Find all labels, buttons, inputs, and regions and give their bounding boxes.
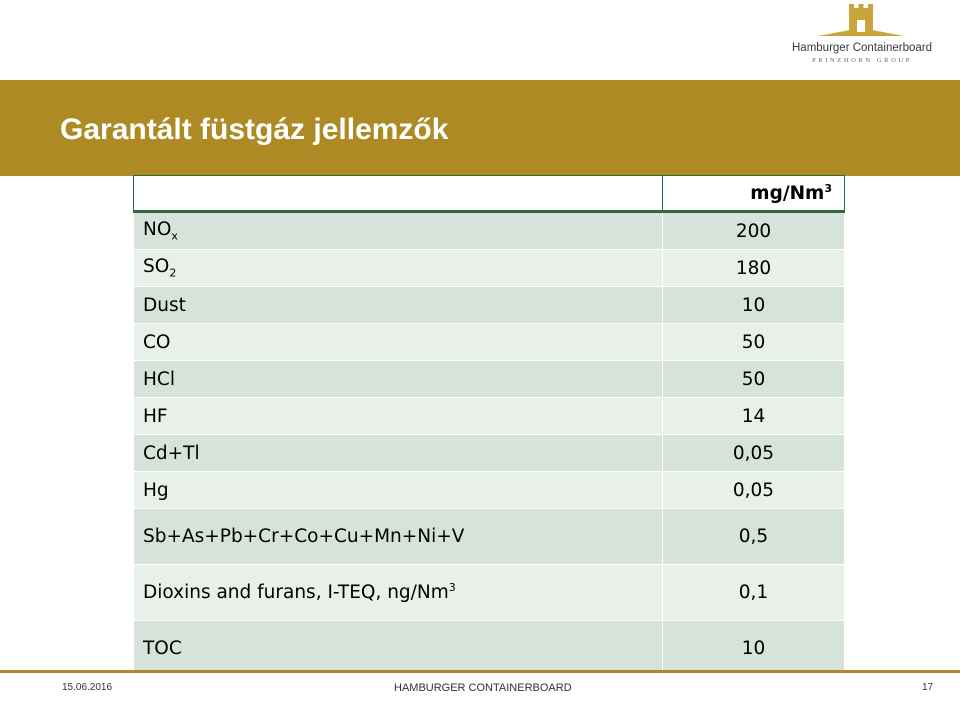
limit-value: 10 xyxy=(663,287,845,324)
pollutant-label: TOC xyxy=(134,621,663,677)
table-row xyxy=(134,250,845,287)
pollutant-label: HF xyxy=(134,398,663,435)
logo-company-name: Hamburger Containerboard xyxy=(792,42,932,54)
pollutant-label: HCl xyxy=(134,361,663,398)
footer-company: HAMBURGER CONTAINERBOARD xyxy=(394,682,572,694)
table-row xyxy=(134,509,845,565)
limit-value: 50 xyxy=(663,361,845,398)
table-row xyxy=(134,324,845,361)
limit-value: 0,05 xyxy=(663,472,845,509)
limit-value: 200 xyxy=(663,212,845,250)
table-row xyxy=(134,565,845,621)
table-row xyxy=(134,472,845,509)
limit-value: 0,5 xyxy=(663,509,845,565)
table-row xyxy=(134,361,845,398)
pollutant-label: Hg xyxy=(134,472,663,509)
limit-value: 0,1 xyxy=(663,565,845,621)
table-row xyxy=(134,621,845,677)
company-logo xyxy=(782,2,942,66)
page-number: 17 xyxy=(922,682,934,693)
pollutant-label: Cd+Tl xyxy=(134,435,663,472)
castle-logo-icon xyxy=(816,2,906,40)
limit-value: 50 xyxy=(663,324,845,361)
slide-title: Garantált füstgáz jellemzők xyxy=(60,113,449,146)
logo-group-name: PRINZHORN GROUP xyxy=(812,57,912,64)
unit-header: mg/Nm$^3$ xyxy=(663,176,845,212)
limit-value: 0,05 xyxy=(663,435,845,472)
table-row xyxy=(134,435,845,472)
pollutant-label: $SO_2$ xyxy=(134,250,663,287)
footer-date: 15.06.2016 xyxy=(62,682,113,693)
pollutant-label: Dioxins and furans, I-TEQ, ng/Nm$^3$ xyxy=(134,565,663,621)
table-header-row xyxy=(134,176,845,212)
table-row xyxy=(134,287,845,324)
header-empty-cell xyxy=(134,176,663,212)
emissions-table xyxy=(133,175,845,677)
limit-value: 10 xyxy=(663,621,845,677)
table-row xyxy=(134,212,845,250)
table-row xyxy=(134,398,845,435)
footer-divider xyxy=(0,670,960,673)
pollutant-label: Dust xyxy=(134,287,663,324)
pollutant-label: Sb+As+Pb+Cr+Co+Cu+Mn+Ni+V xyxy=(134,509,663,565)
pollutant-label: $NO_x$ xyxy=(134,212,663,250)
pollutant-label: CO xyxy=(134,324,663,361)
limit-value: 180 xyxy=(663,250,845,287)
limit-value: 14 xyxy=(663,398,845,435)
